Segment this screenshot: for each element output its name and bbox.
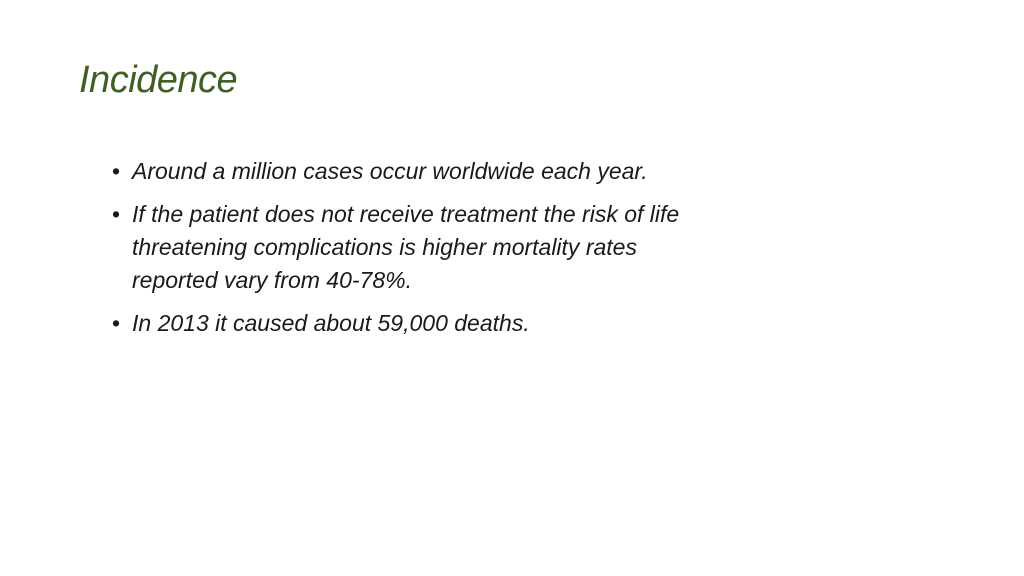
bullet-text: Around a million cases occur worldwide each year. (132, 158, 648, 184)
bullet-item (112, 155, 712, 188)
bullet-text: In 2013 it caused about 59,000 deaths. (132, 310, 530, 336)
bullet-dot-icon: • (112, 310, 121, 336)
bullet-dot-icon: • (112, 158, 121, 184)
bullet-item (112, 198, 712, 297)
slide-title: Incidence (79, 59, 238, 101)
bullet-list (112, 155, 712, 350)
bullet-text: If the patient does not receive treatment the risk of life threatening complications is higher mortality rates reported vary from 40-78%. (132, 201, 680, 293)
bullet-dot-icon: • (112, 201, 121, 227)
bullet-item (112, 307, 712, 340)
